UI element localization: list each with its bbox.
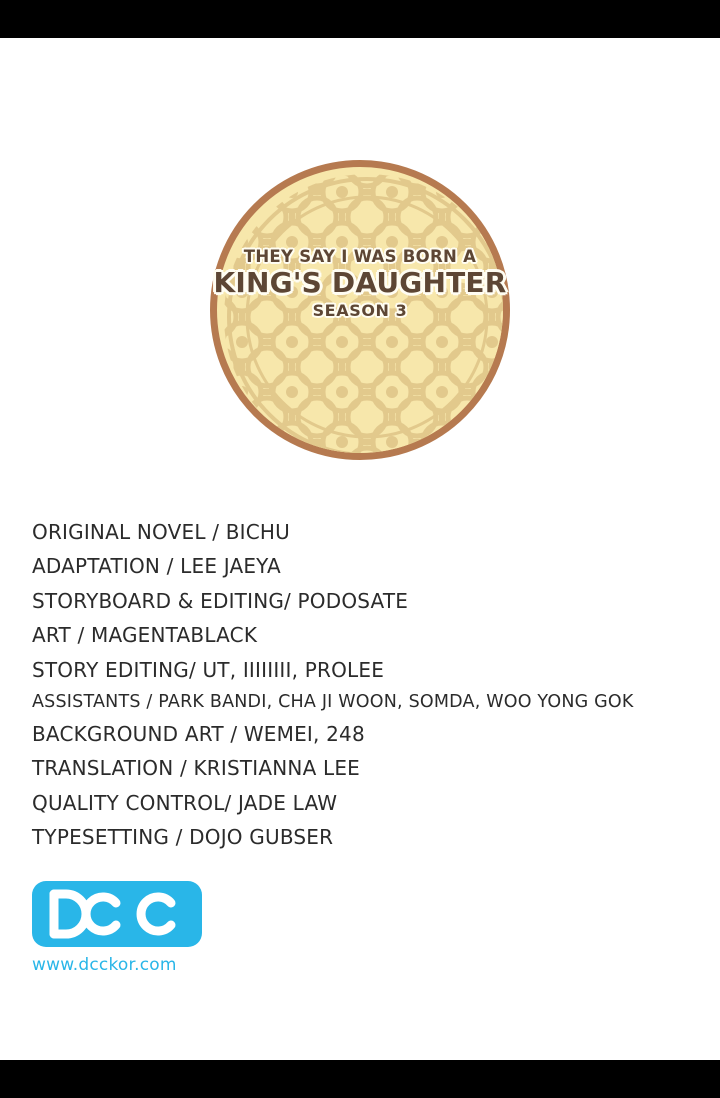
website-url[interactable]: www.dcckor.com [32,954,177,975]
dcc-logo-icon [32,881,202,947]
credit-line: STORY EDITING/ UT, IIIIIIII, PROLEE [32,657,385,682]
credits-page-content [0,38,720,1060]
logo-title-line-2: KING'S DAUGHTER [213,266,507,300]
credit-line: ASSISTANTS / PARK BANDI, CHA JI WOON, SOMDA, WOO YONG GOK [32,691,634,712]
credit-line: STORYBOARD & EDITING/ PODOSATE [32,588,409,613]
credit-line: ART / MAGENTABLACK [32,623,258,648]
credit-line: TRANSLATION / KRISTIANNA LEE [32,756,361,781]
logo-title-block [210,248,510,320]
logo-title-line-1: THEY SAY I WAS BORN A [243,247,477,266]
series-logo [210,160,510,460]
publisher-footer [32,881,720,975]
credit-line: BACKGROUND ART / WEMEI, 248 [32,722,365,747]
credits-list [32,515,692,855]
logo-title-line-3: SEASON 3 [312,300,408,320]
credit-line: ADAPTATION / LEE JAEYA [32,554,281,579]
credit-line: QUALITY CONTROL/ JADE LAW [32,790,338,815]
credit-line: ORIGINAL NOVEL / BICHU [32,520,291,544]
credit-line: TYPESETTING / DOJO GUBSER [32,825,334,850]
